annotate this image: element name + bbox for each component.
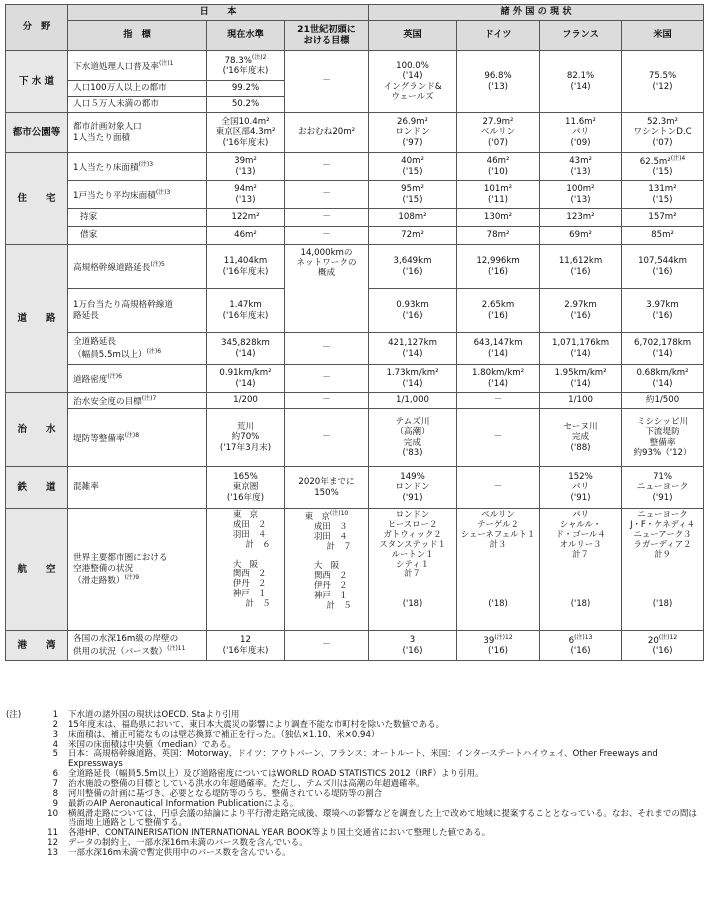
sewer-current-1: 78.3%$^{(注)2}$ ('16年度末) bbox=[207, 51, 285, 81]
header-current: 現在水準 bbox=[207, 21, 285, 51]
flood-indicator-1: 治水安全度の目標$^{(注)7}$ bbox=[68, 393, 207, 409]
housing-indicator-2: 1戸当たり平均床面積$^{(注)3}$ bbox=[68, 181, 207, 209]
road-target-1: 14,000kmの ネットワークの 概成 bbox=[285, 245, 369, 333]
air-fr: パリ シャルル・ ド・ゴール４ オルリー３ 計７ ('18) bbox=[540, 509, 622, 631]
field-road: 道 路 bbox=[6, 245, 68, 393]
park-de: 27.9m² ベルリン ('07) bbox=[457, 113, 540, 153]
header-uk: 英国 bbox=[369, 21, 457, 51]
rail-de: － bbox=[457, 467, 540, 509]
road-uk-1: 3,649km ('16) bbox=[369, 245, 457, 289]
park-indicator: 都市計画対象人口 1人当たり面積 bbox=[68, 113, 207, 153]
footnote-number: 10 bbox=[47, 808, 58, 819]
park-uk: 26.9m² ロンドン ('97) bbox=[369, 113, 457, 153]
road-fr-2: 2.97km ('16) bbox=[540, 289, 622, 333]
flood-indicator-2: 堤防等整備率$^{(注)8}$ bbox=[68, 409, 207, 467]
road-fr-4: 1.95km/km² ('14) bbox=[540, 365, 622, 393]
flood-us-1: 約1/500 bbox=[622, 393, 704, 409]
flood-de-1: － bbox=[457, 393, 540, 409]
port-fr: 6$^{(注)13}$ ('16) bbox=[540, 631, 622, 661]
rail-uk: 149% ロンドン ('91) bbox=[369, 467, 457, 509]
housing-de-owned: 130m² bbox=[457, 209, 540, 227]
housing-target-2: － bbox=[285, 181, 369, 209]
housing-current-rented: 46m² bbox=[207, 227, 285, 245]
housing-current-2: 94m² ('13) bbox=[207, 181, 285, 209]
footnote-text: データの制約上、一部水深16m未満のバース数を含んでいる。 bbox=[68, 838, 308, 849]
road-uk-2: 0.93km ('16) bbox=[369, 289, 457, 333]
rail-target: 2020年までに 150% bbox=[285, 467, 369, 509]
sewer-fr: 82.1% ('14) bbox=[540, 51, 622, 113]
road-fr-3: 1,071,176km ('14) bbox=[540, 333, 622, 365]
header-de: ドイツ bbox=[457, 21, 540, 51]
header-fr: フランス bbox=[540, 21, 622, 51]
field-air: 航 空 bbox=[6, 509, 68, 631]
field-housing: 住 宅 bbox=[6, 153, 68, 245]
footnote-text: 横風滑走路については、円卓会議の結論により平行滑走路完成後、環境への影響などを調査した上で改めて地域に提案することとなっている。なお、それまでの間は当面地上通路として整備する。 bbox=[68, 808, 697, 829]
footnote-label bbox=[6, 780, 36, 790]
road-target-3: － bbox=[285, 333, 369, 365]
sewer-de: 96.8% ('13) bbox=[457, 51, 540, 113]
footnote-number: 11 bbox=[47, 828, 58, 839]
road-uk-4: 1.73km/km² ('14) bbox=[369, 365, 457, 393]
road-us-2: 3.97km ('16) bbox=[622, 289, 704, 333]
footnote-label bbox=[6, 849, 36, 859]
sewer-us: 75.5% ('12) bbox=[622, 51, 704, 113]
flood-current-1: 1/200 bbox=[207, 393, 285, 409]
rail-us: 71% ニューヨーク ('91) bbox=[622, 467, 704, 509]
header-target: 21世紀初頭に おける目標 bbox=[285, 21, 369, 51]
housing-indicator-owned: 持家 bbox=[68, 209, 207, 227]
flood-uk-2: テムズ川 （高潮） 完成 ('83) bbox=[369, 409, 457, 467]
sewer-target: － bbox=[285, 51, 369, 113]
housing-indicator-rented: 借家 bbox=[68, 227, 207, 245]
housing-current-1: 39m² ('13) bbox=[207, 153, 285, 181]
footnote-number: 9 bbox=[52, 798, 58, 809]
road-current-3: 345,828km ('14) bbox=[207, 333, 285, 365]
air-current: 東 京 成田 ２ 羽田 ４ 計 ６ 大 阪 関西 ２ 伊丹 ２ 神戸 １ 計 ５ bbox=[207, 509, 285, 631]
rail-fr: 152% パリ ('91) bbox=[540, 467, 622, 509]
road-current-1: 11,404km ('16年度末) bbox=[207, 245, 285, 289]
footnote-number: 13 bbox=[47, 848, 58, 859]
footnote-text: 15年度末は、福島県において、東日本大震災の影響により調査不能な市町村を除いた数値である。 bbox=[68, 719, 445, 730]
field-port: 港 湾 bbox=[6, 631, 68, 661]
housing-target-owned: － bbox=[285, 209, 369, 227]
road-fr-1: 11,612km ('16) bbox=[540, 245, 622, 289]
field-park: 都市公園等 bbox=[6, 113, 68, 153]
footnote-text: 河川整備の計画に基づき、必要となる堤防等のうち、整備されている堤防等の割合 bbox=[68, 788, 383, 799]
road-us-3: 6,702,178km ('14) bbox=[622, 333, 704, 365]
air-target: 東 京$^{(注)10}$ 成田 ３ 羽田 ４ 計 ７ 大 阪 関西 ２ 伊丹 ２ 神戸 １ 計 ５ bbox=[285, 509, 369, 631]
header-foreign: 諸 外 国 の 現 状 bbox=[369, 5, 704, 21]
road-de-1: 12,996km ('16) bbox=[457, 245, 540, 289]
air-de: ベルリン テーゲル２ シェーネフェルト１ 計３ ('18) bbox=[457, 509, 540, 631]
comparison-table bbox=[5, 4, 704, 661]
footnote-text: 一部水深16m未満で暫定供用中のバース数を含んでいる。 bbox=[68, 848, 291, 859]
header-indicator: 指 標 bbox=[68, 21, 207, 51]
road-indicator-4: 道路密度$^{(注)6}$ bbox=[68, 365, 207, 393]
rail-current: 165% 東京圏 ('16年度) bbox=[207, 467, 285, 509]
footnote-text: 米国の床面積は中央値（median）である。 bbox=[68, 739, 236, 750]
park-target: おおむね20m² bbox=[285, 113, 369, 153]
footnote-label bbox=[6, 839, 36, 849]
footnote-number: 5 bbox=[52, 749, 58, 760]
road-current-2: 1.47km ('16年度末) bbox=[207, 289, 285, 333]
port-current: 12 ('16年度末) bbox=[207, 631, 285, 661]
footnote-number: 7 bbox=[52, 779, 58, 790]
housing-fr-rented: 69m² bbox=[540, 227, 622, 245]
footnote-number: 6 bbox=[52, 769, 58, 780]
footnote-label bbox=[6, 731, 36, 741]
road-indicator-3: 全道路延長 （幅員5.5m以上）$^{(注)6}$ bbox=[68, 333, 207, 365]
footnote-label bbox=[6, 790, 36, 800]
footnote-label bbox=[6, 770, 36, 780]
footnote-text: 下水道の諸外国の現状はOECD. Staより引用 bbox=[68, 710, 240, 720]
header-us: 米国 bbox=[622, 21, 704, 51]
port-target: － bbox=[285, 631, 369, 661]
housing-us-1: 62.5m²$^{(注)4}$ ('15) bbox=[622, 153, 704, 181]
footnotes bbox=[6, 711, 704, 859]
port-de: 39$^{(注)12}$ ('16) bbox=[457, 631, 540, 661]
port-indicator: 各国の水深16m級の岸壁の 供用の状況（バース数）$^{(注)11}$ bbox=[68, 631, 207, 661]
housing-fr-1: 43m² ('13) bbox=[540, 153, 622, 181]
rail-indicator: 混雑率 bbox=[68, 467, 207, 509]
air-target-list: 成田 ３ 羽田 ４ 計 ７ 大 阪 関西 ２ 伊丹 ２ 神戸 １ 計 ５ bbox=[313, 520, 352, 610]
park-current: 全国10.4m² 東京区部4.3m² ('16年度末) bbox=[207, 113, 285, 153]
housing-uk-owned: 108m² bbox=[369, 209, 457, 227]
footnote-item bbox=[6, 810, 704, 830]
road-de-4: 1.80km/km² ('14) bbox=[457, 365, 540, 393]
port-uk: 3 ('16) bbox=[369, 631, 457, 661]
flood-us-2: ミシシッピ川 下流堤防 整備率 約93%（'12） bbox=[622, 409, 704, 467]
footnote-label bbox=[6, 750, 36, 770]
footnote-number: 12 bbox=[47, 838, 58, 849]
housing-uk-1: 40m² ('15) bbox=[369, 153, 457, 181]
housing-us-2: 131m² ('15) bbox=[622, 181, 704, 209]
footnote-text: 各港HP、CONTAINERISATION INTERNATIONAL YEAR BOOK等より国土交通省において整理した値である。 bbox=[68, 828, 491, 839]
flood-target-2: － bbox=[285, 409, 369, 467]
footnote-number: 8 bbox=[52, 788, 58, 799]
housing-us-rented: 85m² bbox=[622, 227, 704, 245]
footnote-text: 日本：高規格幹線道路、英国：Motorway、ドイツ：アウトバーン、フランス：オートルート、米国：インターステートハイウェイ、Other Freeways and Expressways bbox=[68, 749, 658, 770]
footnote-label bbox=[6, 741, 36, 751]
sewer-uk: 100.0% ('14) イングランド& ウェールズ bbox=[369, 51, 457, 113]
footnote-label bbox=[6, 810, 36, 830]
footnote-text: 最新のAIP Aeronautical Information Publicationによる。 bbox=[68, 798, 299, 809]
flood-fr-2: セーヌ川 完成 ('88) bbox=[540, 409, 622, 467]
footnote-number: 1 bbox=[52, 710, 58, 720]
footnote-text: 全道路延長（幅員5.5m以上）及び道路密度についてはWORLD ROAD STATISTICS 2012（IRF）より引用。 bbox=[68, 769, 484, 780]
road-target-4: － bbox=[285, 365, 369, 393]
field-rail: 鉄 道 bbox=[6, 467, 68, 509]
air-target-tokyo: 東 京 bbox=[304, 510, 330, 521]
port-us: 20$^{(注)12}$ ('16) bbox=[622, 631, 704, 661]
housing-de-1: 46m² ('10) bbox=[457, 153, 540, 181]
housing-fr-2: 100m² ('13) bbox=[540, 181, 622, 209]
footnote-item bbox=[6, 750, 704, 770]
footnote-label: (注) bbox=[6, 710, 22, 720]
flood-de-2: － bbox=[457, 409, 540, 467]
flood-current-2: 荒川 約70% ('17年3月末) bbox=[207, 409, 285, 467]
housing-us-owned: 157m² bbox=[622, 209, 704, 227]
field-sewer: 下 水 道 bbox=[6, 51, 68, 113]
flood-target-1: － bbox=[285, 393, 369, 409]
sewer-indicator-1: 下水道処理人口普及率$^{(注)1}$ bbox=[68, 51, 207, 81]
footnote-number: 4 bbox=[52, 739, 58, 750]
air-uk: ロンドン ヒースロー２ ガトウィック２ スタンステッド１ ルートン１ シティ１ 計７ ('18) bbox=[369, 509, 457, 631]
housing-target-rented: － bbox=[285, 227, 369, 245]
housing-uk-rented: 72m² bbox=[369, 227, 457, 245]
road-de-2: 2.65km ('16) bbox=[457, 289, 540, 333]
housing-de-rented: 78m² bbox=[457, 227, 540, 245]
housing-fr-owned: 123m² bbox=[540, 209, 622, 227]
air-us: ニューヨーク J・F・ケネディ４ ニューアーク３ ラガーディア２ 計９ ('18) bbox=[622, 509, 704, 631]
footnote-item bbox=[6, 849, 704, 859]
housing-target-1: － bbox=[285, 153, 369, 181]
field-flood: 治 水 bbox=[6, 393, 68, 467]
housing-de-2: 101m² ('11) bbox=[457, 181, 540, 209]
air-indicator: 世界主要都市圏における 空港整備の状況 （滑走路数）$^{(注)9}$ bbox=[68, 509, 207, 631]
sewer-indicator-2: 人口100万人以上の都市 bbox=[68, 81, 207, 97]
housing-current-owned: 122m² bbox=[207, 209, 285, 227]
flood-fr-1: 1/100 bbox=[540, 393, 622, 409]
header-field: 分 野 bbox=[6, 5, 68, 51]
footnote-text: 治水施設の整備の目標としている洪水の年超過確率。ただし、テムズ川は高潮の年超過確率。 bbox=[68, 779, 425, 790]
footnote-text: 床面積は、補正可能なものは壁芯換算で補正を行った。（独仏×1.10、米×0.94） bbox=[68, 729, 380, 740]
road-us-4: 0.68km/km² ('14) bbox=[622, 365, 704, 393]
park-us: 52.3m² ワシントンD.C ('07) bbox=[622, 113, 704, 153]
header-japan: 日 本 bbox=[68, 5, 369, 21]
road-indicator-1: 高規格幹線道路延長$^{(注)5}$ bbox=[68, 245, 207, 289]
sewer-indicator-3: 人口５万人未満の都市 bbox=[68, 97, 207, 113]
road-current-4: 0.91km/km² ('14) bbox=[207, 365, 285, 393]
footnote-list bbox=[6, 711, 704, 859]
park-fr: 11.6m² パリ ('09) bbox=[540, 113, 622, 153]
housing-indicator-1: 1人当たり床面積$^{(注)3}$ bbox=[68, 153, 207, 181]
road-us-1: 107,544km ('16) bbox=[622, 245, 704, 289]
footnote-number: 3 bbox=[52, 729, 58, 740]
footnote-label bbox=[6, 721, 36, 731]
sewer-current-2: 99.2% bbox=[207, 81, 285, 97]
footnote-label bbox=[6, 829, 36, 839]
footnote-label bbox=[6, 800, 36, 810]
flood-uk-1: 1/1,000 bbox=[369, 393, 457, 409]
sewer-current-3: 50.2% bbox=[207, 97, 285, 113]
footnote-number: 2 bbox=[52, 719, 58, 730]
road-uk-3: 421,127km ('14) bbox=[369, 333, 457, 365]
housing-uk-2: 95m² ('15) bbox=[369, 181, 457, 209]
road-indicator-2: 1万台当たり高規格幹線道 路延長 bbox=[68, 289, 207, 333]
road-de-3: 643,147km ('14) bbox=[457, 333, 540, 365]
